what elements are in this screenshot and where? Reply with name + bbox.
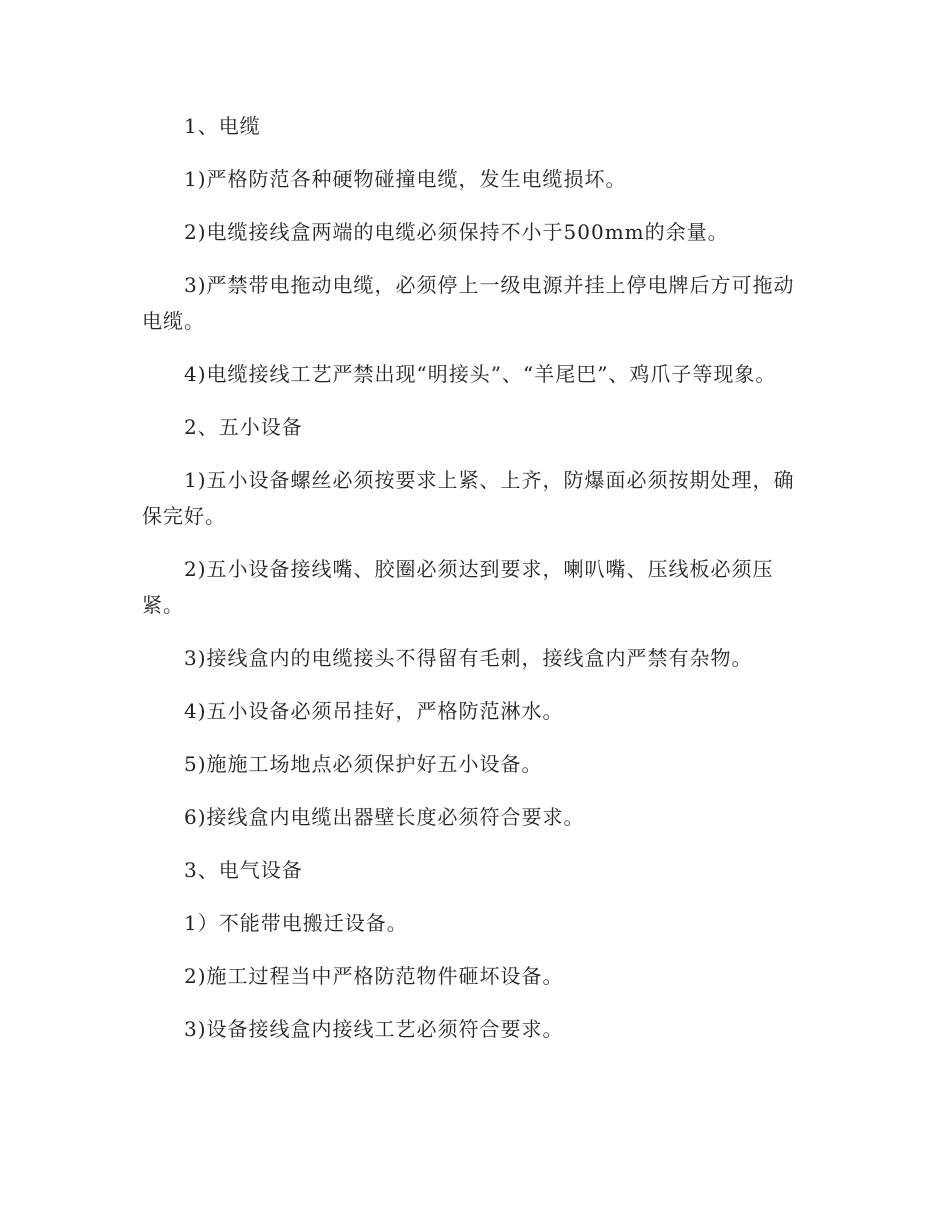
paragraph: 2)电缆接线盒两端的电缆必须保持不小于500mm的余量。: [184, 220, 729, 244]
paragraph: 3)严禁带电拖动电缆，必须停上一级电源并挂上停电牌后方可拖动电缆。: [142, 273, 795, 333]
paragraph: 4)电缆接线工艺严禁出现“明接头”、“羊尾巴”、鸡爪子等现象。: [184, 362, 777, 386]
paragraph: 2)五小设备接线嘴、胶圈必须达到要求，喇叭嘴、压线板必须压紧。: [142, 557, 774, 617]
section-heading: 3、电气设备: [184, 858, 303, 882]
document-body: [142, 108, 802, 1064]
paragraph: 1)严格防范各种硬物碰撞电缆，发生电缆损坏。: [184, 167, 627, 191]
paragraph: 3)接线盒内的电缆接头不得留有毛刺，接线盒内严禁有杂物。: [184, 646, 753, 670]
paragraph: 6)接线盒内电缆出器壁长度必须符合要求。: [184, 805, 585, 829]
paragraph: 5)施施工场地点必须保护好五小设备。: [184, 752, 543, 776]
section-heading: 1、电缆: [184, 114, 261, 138]
section-heading: 2、五小设备: [184, 415, 303, 439]
paragraph: 1）不能带电搬迁设备。: [184, 911, 408, 935]
paragraph: 3)设备接线盒内接线工艺必须符合要求。: [184, 1017, 564, 1041]
paragraph: 1)五小设备螺丝必须按要求上紧、上齐，防爆面必须按期处理，确保完好。: [142, 468, 795, 528]
paragraph: 4)五小设备必须吊挂好，严格防范淋水。: [184, 699, 564, 723]
paragraph: 2)施工过程当中严格防范物件砸坏设备。: [184, 964, 564, 988]
